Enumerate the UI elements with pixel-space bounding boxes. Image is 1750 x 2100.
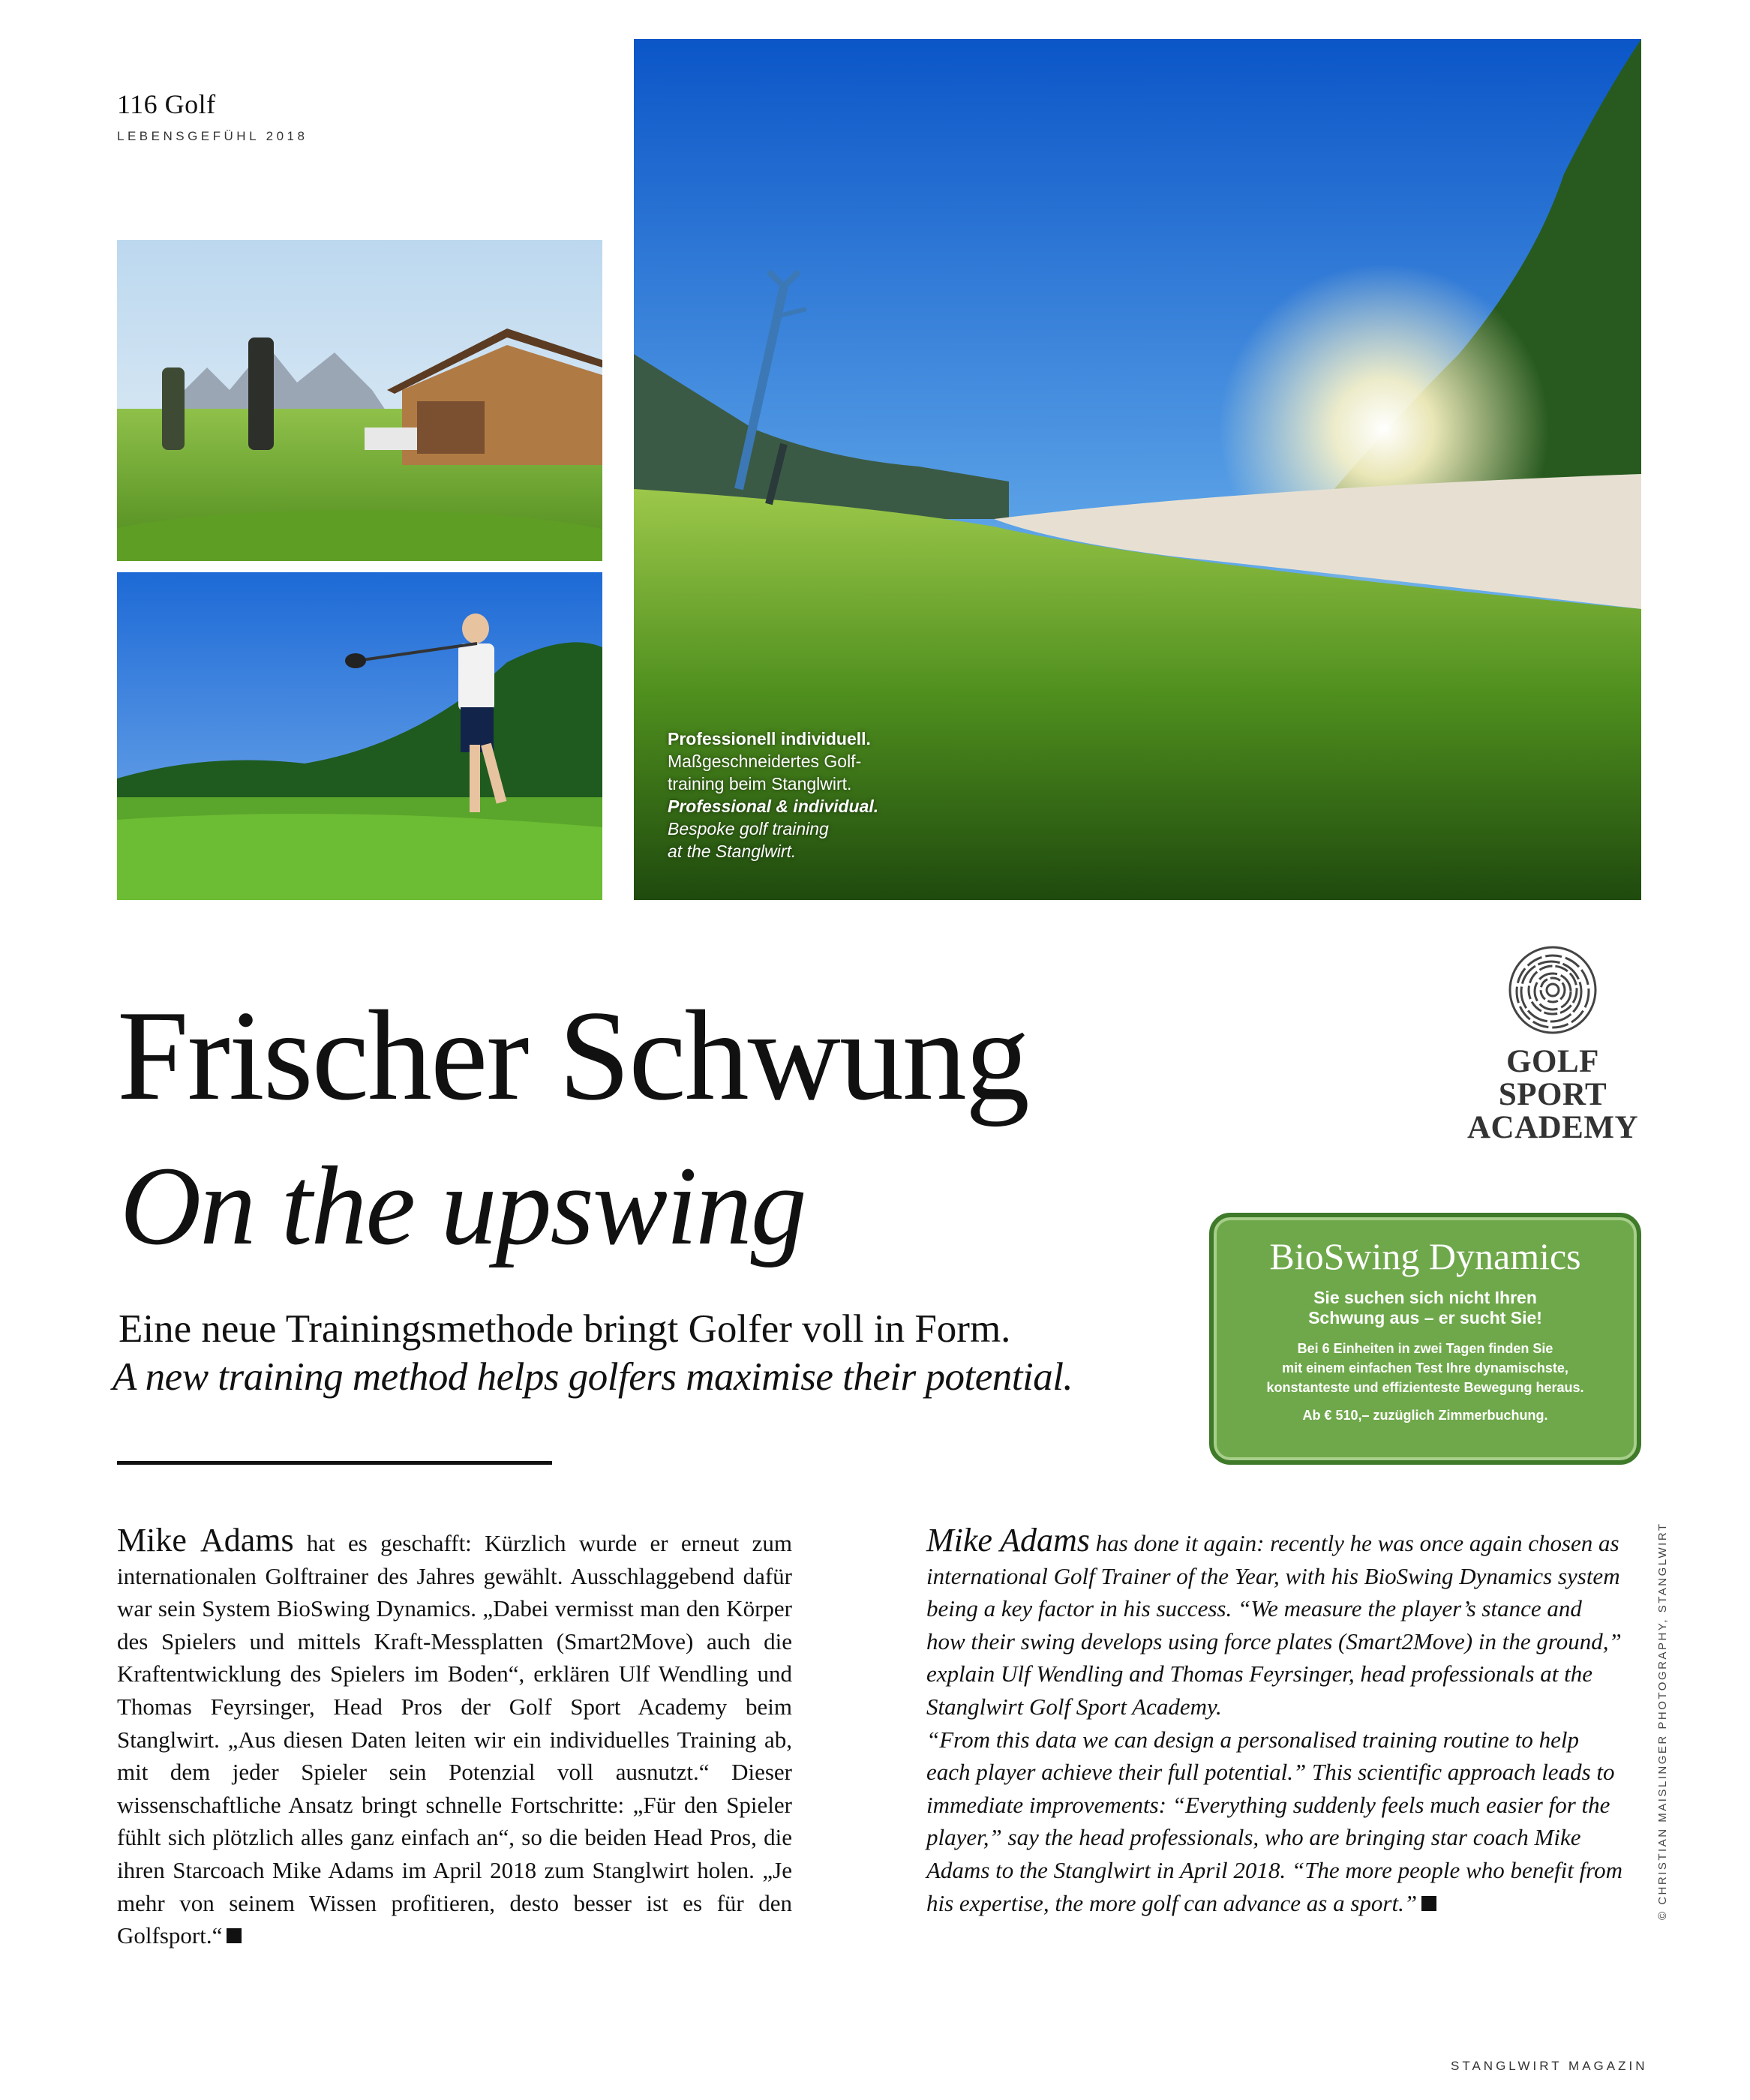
section-label: LEBENSGEFÜHL 2018 <box>117 129 308 143</box>
page-number: 116 Golf <box>117 89 216 119</box>
bioswing-price: Ab € 510,– zuzüglich Zimmerbuchung. <box>1302 1408 1548 1423</box>
magazine-footer: STANGLWIRT MAGAZIN <box>1451 2059 1648 2073</box>
caption-de-line1: Maßgeschneidertes Golf- <box>668 752 862 771</box>
headline-german: Frischer Schwung <box>117 985 1028 1127</box>
bioswing-title: BioSwing Dynamics <box>1269 1235 1581 1277</box>
divider-rule <box>117 1461 552 1465</box>
lead-name-german: Mike Adams <box>117 1522 294 1558</box>
body-text-english-p2: “From this data we can design a personalised training routine to help each player achieve their full potential.” This scientific approach leads to immediate improvements: “Everything suddenly feels much easier for the player,” say the head professionals, who are bringing star coach Mike Adams to the Stanglwirt in April 2018. “The more people who benefit from his expertise, the more golf can advance as a sport.” <box>926 1726 1622 1916</box>
caption-en-line1: Bespoke golf training <box>668 819 829 838</box>
photo-golf-bags-hut <box>117 240 602 561</box>
body-text-english-p1: has done it again: recently he was once again chosen as international Golf Trainer of the Year, with his BioSwing Dynamics system being a key factor in his success. “We measure the player’s stance and how their swing develops using force plates (Smart2Move) in the ground,” explain Ulf Wendling and Thomas Feyrsinger, head professionals at the Stanglwirt Golf Sport Academy. <box>926 1530 1622 1720</box>
end-mark <box>227 1928 242 1943</box>
bioswing-lead-line1: Sie suchen sich nicht Ihren <box>1313 1288 1537 1307</box>
article-body-german <box>117 1524 792 1952</box>
photo-credit: © CHRISTIAN MAISLINGER PHOTOGRAPHY, STANGLWIRT <box>1656 1522 1669 1920</box>
article-body-english <box>926 1524 1624 1919</box>
headline-english: On the upswing <box>120 1144 806 1268</box>
fingerprint-icon <box>1508 945 1598 1035</box>
bioswing-body-line2: mit einem einfachen Test Ihre dynamischste, <box>1282 1360 1568 1376</box>
photo-caption <box>668 728 968 862</box>
caption-de-title: Professionell individuell. <box>668 729 871 748</box>
lead-name-english: Mike Adams <box>926 1522 1090 1558</box>
bioswing-lead-line2: Schwung aus – er sucht Sie! <box>1308 1308 1542 1328</box>
logo-line-golf: GOLF <box>1506 1044 1599 1079</box>
bioswing-body-line1: Bei 6 Einheiten in zwei Tagen finden Sie <box>1297 1341 1553 1356</box>
end-mark <box>1421 1896 1436 1911</box>
subheadline-english: A new training method helps golfers maximise their potential. <box>113 1355 1073 1399</box>
bioswing-info-box <box>1209 1213 1641 1465</box>
caption-en-title: Professional & individual. <box>668 796 879 816</box>
caption-de-line2: training beim Stanglwirt. <box>668 774 852 794</box>
caption-en-line2: at the Stanglwirt. <box>668 842 797 861</box>
logo-line-sport: SPORT <box>1498 1077 1607 1112</box>
body-text-german: hat es geschafft: Kürzlich wurde er erneut zum internationalen Golftrainer des Jahres gewählt. Ausschlaggebend dafür war sein System BioSwing Dynamics. „Dabei vermisst man den Körper des Spielers und mittels Kraft-Messplatten (Smart2Move) auch die Kraftentwicklung des Spielers im Boden“, erklären Ulf Wendling und Thomas Feyrsinger, Head Pros der Golf Sport Academy beim Stanglwirt. „Aus diesen Daten leiten wir ein individuelles Training ab, mit dem jeder Spieler sein Potenzial voll ausnutzt.“ Dieser wissenschaftliche Ansatz bringt schnelle Fortschritte: „Für den Spieler fühlt sich plötzlich alles ganz einfach an“, so die beiden Head Pros, die ihren Starcoach Mike Adams im April 2018 zum Stanglwirt holen. „Je mehr von seinem Wissen profitieren, desto besser ist es für den Golfsport.“ <box>117 1530 792 1949</box>
subheadline-german: Eine neue Trainingsmethode bringt Golfer voll in Form. <box>119 1307 1011 1351</box>
bioswing-body-line3: konstanteste und effizienteste Bewegung heraus. <box>1266 1380 1584 1395</box>
photo-golfer-swing <box>117 572 602 900</box>
logo-line-academy: ACADEMY <box>1466 1110 1639 1145</box>
golf-sport-academy-logo <box>1463 945 1643 1156</box>
